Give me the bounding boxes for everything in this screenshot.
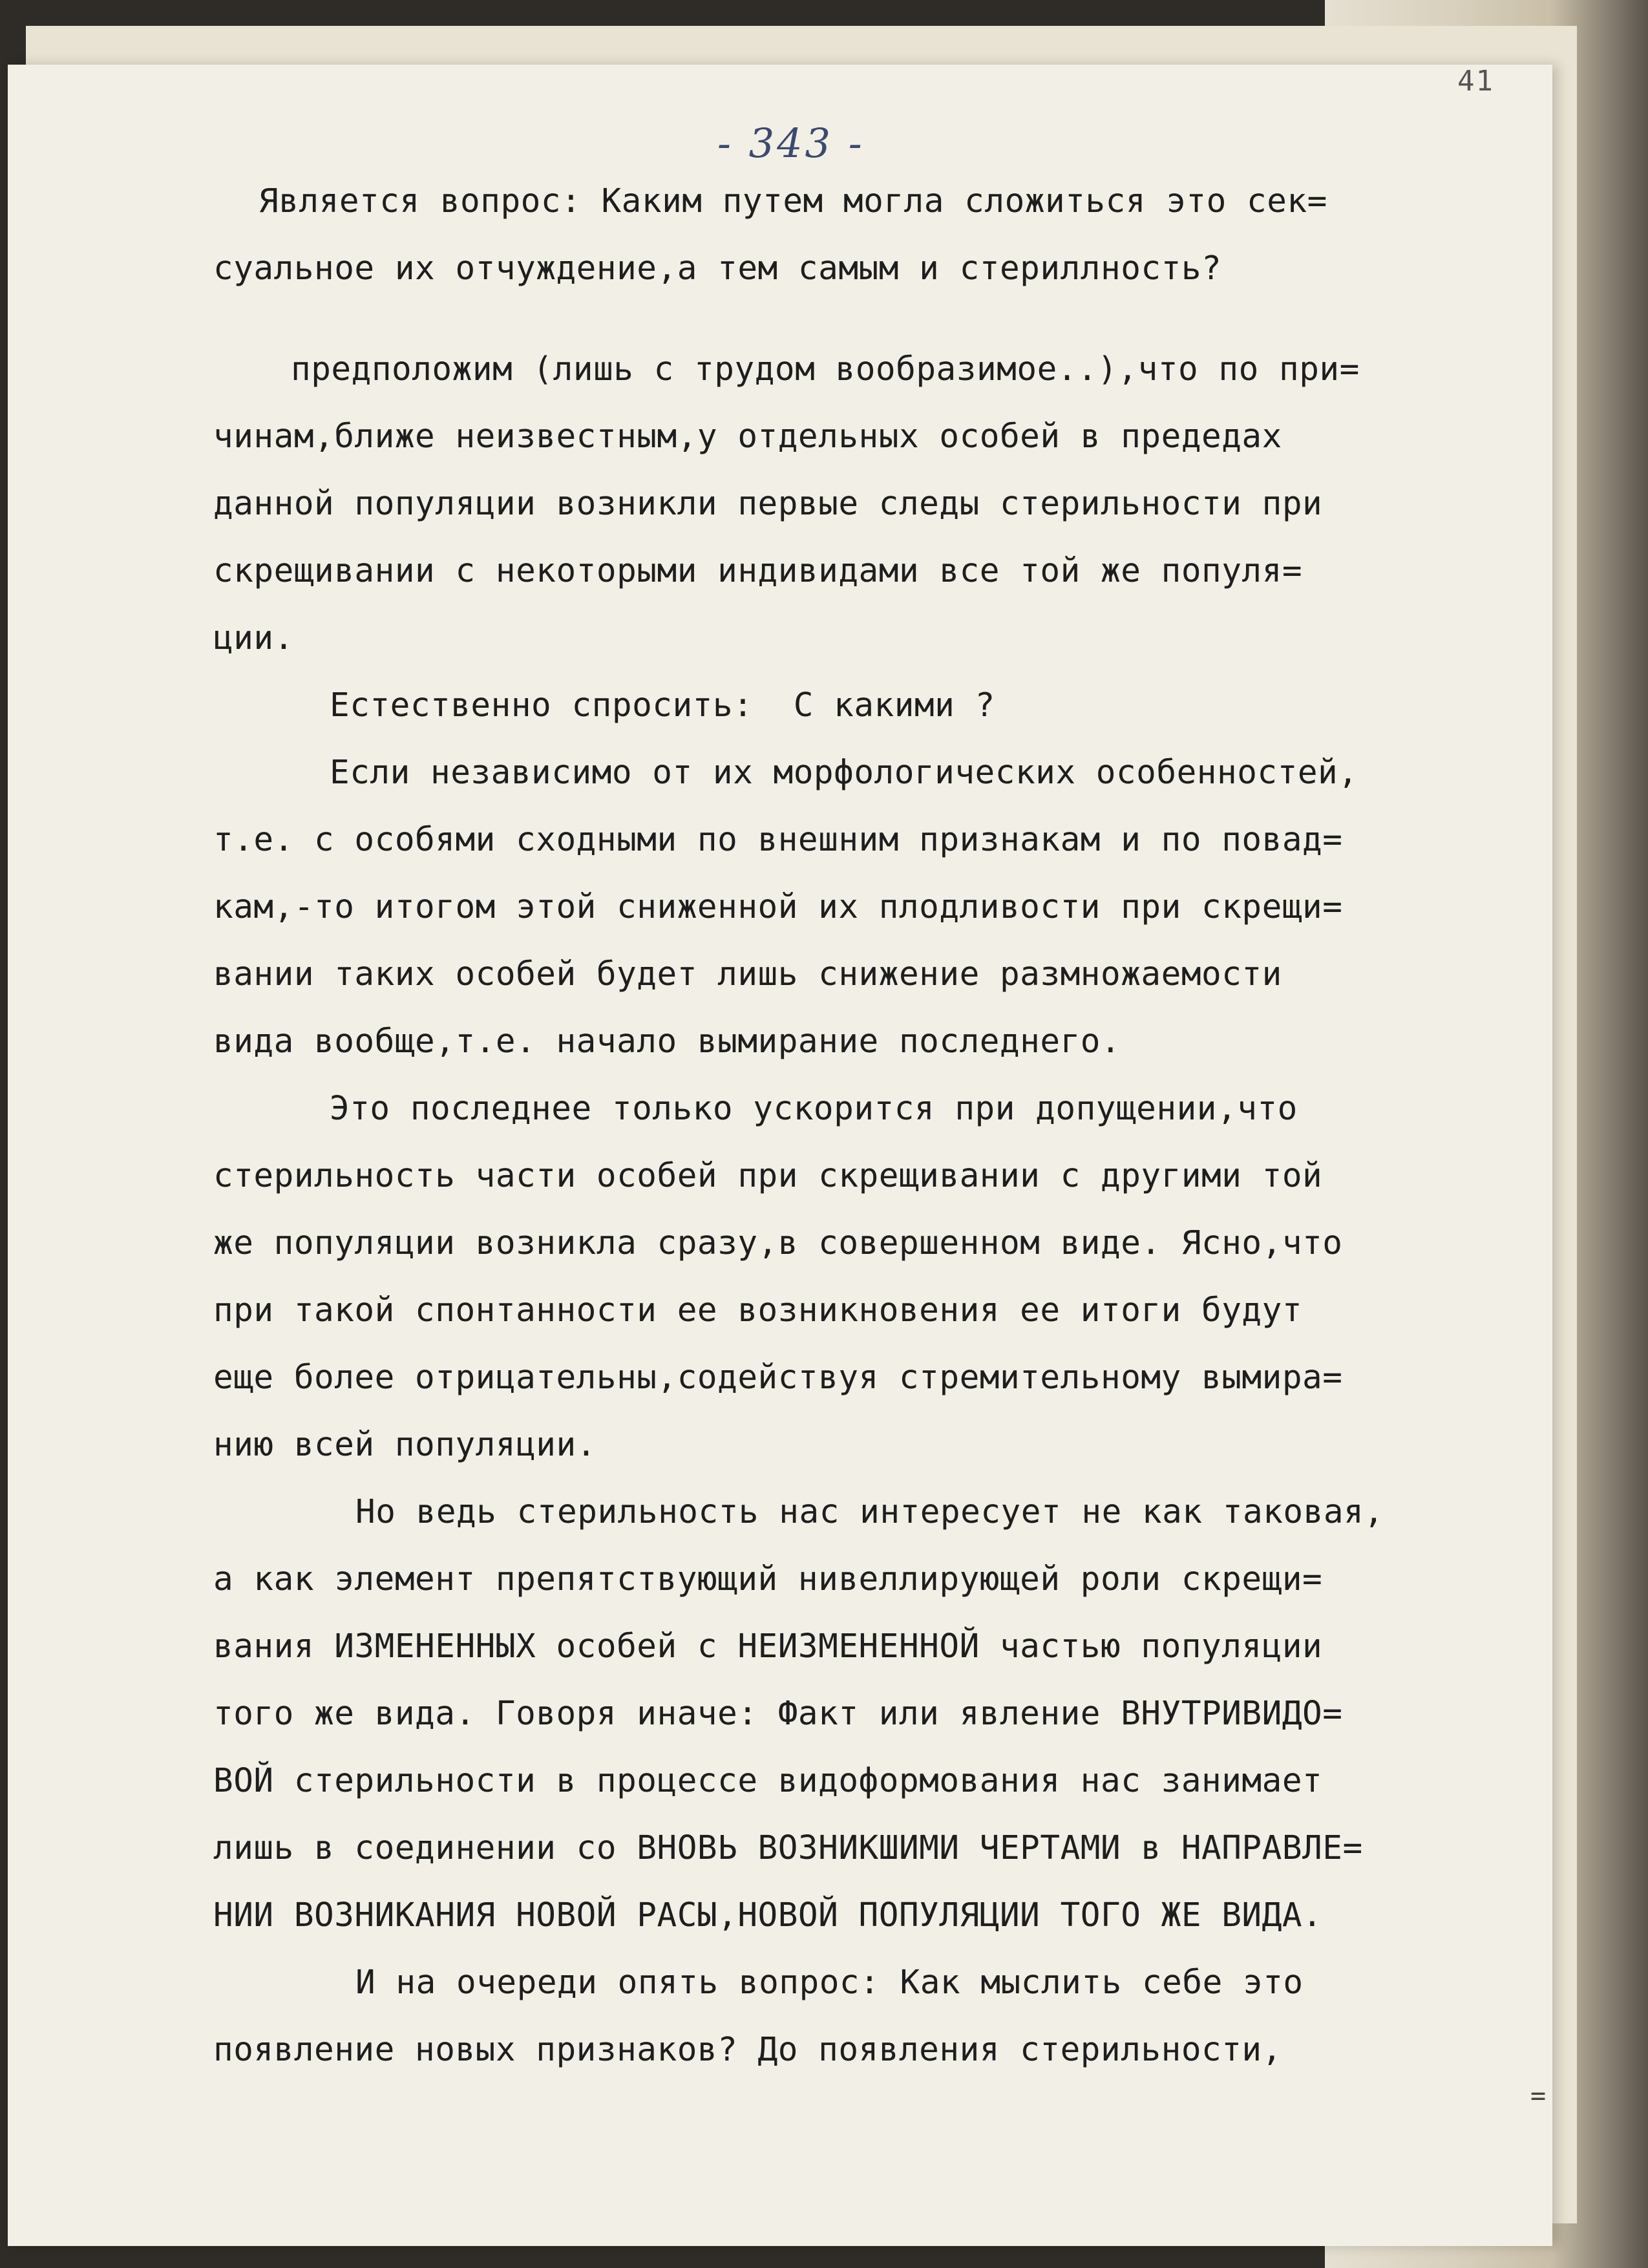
text-line: кам,-то итогом этой сниженной их плодливости при скрещи= — [213, 888, 1343, 926]
text-line: нию всей популяции. — [213, 1426, 597, 1464]
text-line: Это последнее только ускорится при допущении,что — [330, 1090, 1298, 1128]
text-line: а как элемент препятствующий нивеллирующей роли скрещи= — [213, 1560, 1323, 1598]
text-line: Но ведь стерильность нас интересует не как таковая, — [355, 1493, 1384, 1531]
corner-page-number: 41 — [1457, 65, 1494, 98]
text-line: Является вопрос: Каким путем могла сложиться это сек= — [259, 182, 1327, 220]
text-line: Если независимо от их морфологических особенностей, — [330, 754, 1358, 792]
text-line: вании таких особей будет лишь снижение размножаемости — [213, 955, 1282, 993]
text-line: ВОЙ стерильности в процессе видоформования нас занимает — [213, 1762, 1323, 1800]
handwritten-page-number: - 343 - — [717, 120, 865, 167]
text-line: т.е. с особями сходными по внешним признакам и по повад= — [213, 821, 1343, 859]
text-line: появление новых признаков? До появления стерильности, — [213, 2031, 1282, 2069]
text-line: И на очереди опять вопрос: Как мыслить себе это — [355, 1964, 1304, 2002]
text-line: предположим (лишь с трудом вообразимое..),что по при= — [291, 350, 1360, 388]
text-line: НИИ ВОЗНИКАНИЯ НОВОЙ РАСЫ,НОВОЙ ПОПУЛЯЦИИ ТОГО ЖЕ ВИДА. — [213, 1896, 1323, 1934]
text-line: чинам,ближе неизвестным,у отдельных особей в предедах — [213, 418, 1282, 456]
text-line: вания ИЗМЕНЕННЫХ особей с НЕИЗМЕНЕННОЙ частью популяции — [213, 1627, 1323, 1666]
text-line: того же вида. Говоря иначе: Факт или явление ВНУТРИВИДО= — [213, 1695, 1343, 1733]
text-line: при такой спонтанности ее возникновения ее итоги будут — [213, 1291, 1303, 1330]
text-line: лишь в соединении со ВНОВЬ ВОЗНИКШИМИ ЧЕРТАМИ в НАПРАВЛЕ= — [213, 1829, 1363, 1867]
text-line: суальное их отчуждение,а тем самым и стериллность? — [213, 249, 1222, 288]
typewritten-text — [213, 168, 1454, 2084]
text-line: скрещивании с некоторыми индивидами все той же популя= — [213, 552, 1303, 590]
paragraph-gap — [213, 302, 1454, 336]
text-line: данной популяции возникли первые следы стерильности при — [213, 485, 1323, 523]
text-line: же популяции возникла сразу,в совершенном виде. Ясно,что — [213, 1224, 1343, 1262]
text-line: вида вообще,т.е. начало вымирание последнего. — [213, 1023, 1121, 1061]
text-line: еще более отрицательны,содействуя стремительному вымира= — [213, 1359, 1343, 1397]
text-line: стерильность части особей при скрещивании с другими той — [213, 1157, 1323, 1195]
text-line: ции. — [213, 619, 294, 657]
margin-mark: = — [1530, 2081, 1547, 2111]
text-line: Естественно спросить: С какими ? — [330, 686, 995, 725]
